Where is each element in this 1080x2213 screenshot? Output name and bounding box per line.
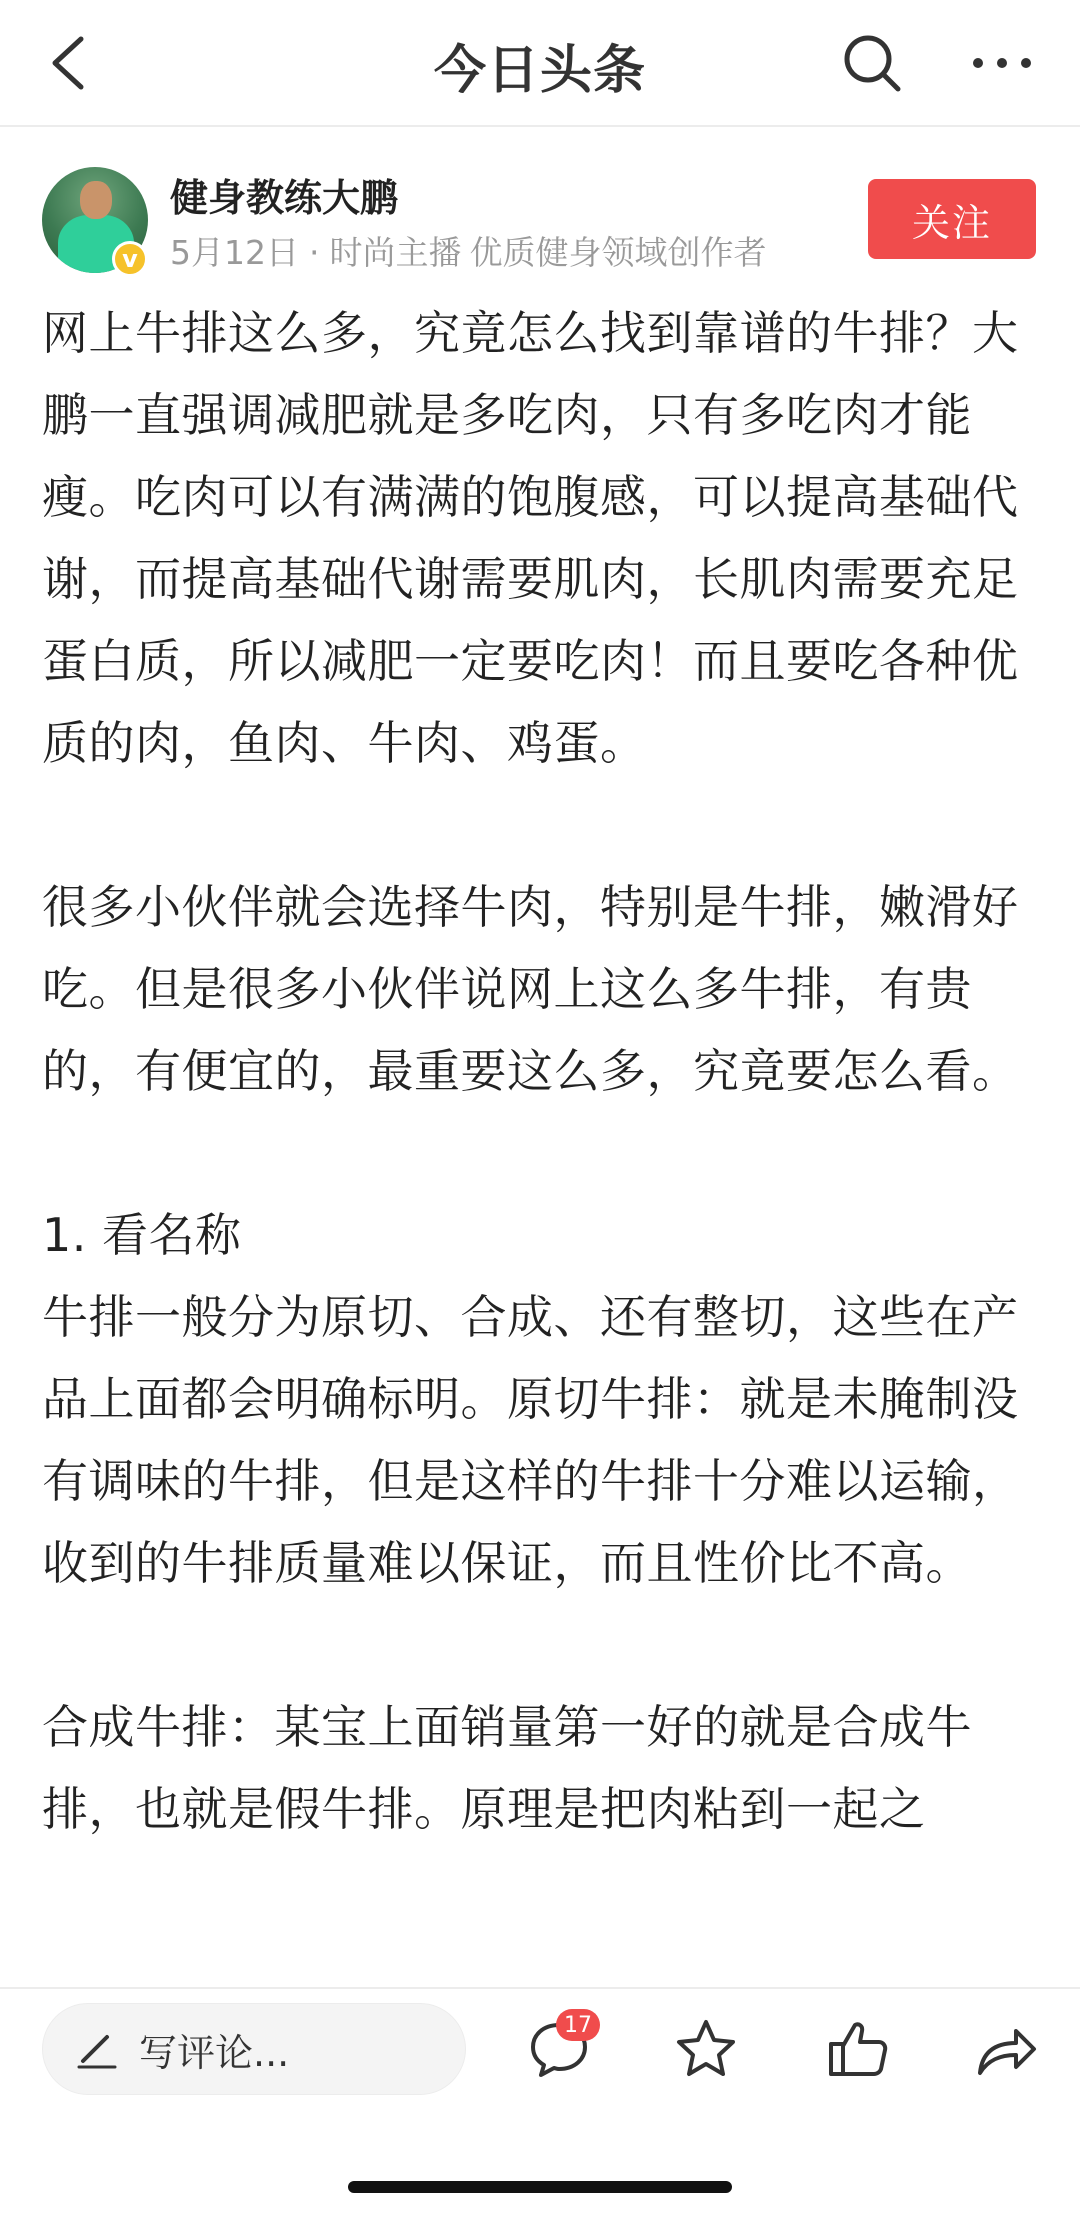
app-title: 今日头条 xyxy=(433,41,646,101)
author-description: 优质健身领域创作者 xyxy=(469,233,767,272)
author-header xyxy=(0,155,1080,285)
meta-separator: · xyxy=(309,233,320,272)
like-button[interactable] xyxy=(818,2009,898,2089)
bottom-action-bar xyxy=(0,1987,1080,2213)
article-paragraph: 合成牛排：某宝上面销量第一好的就是合成牛排，也就是假牛排。原理是把肉粘到一起之 xyxy=(42,1700,972,1836)
paragraph-spacer xyxy=(42,1604,1042,1686)
pen-icon xyxy=(77,2029,117,2069)
comment-count-badge: 17 xyxy=(556,2009,600,2041)
search-button[interactable] xyxy=(835,26,909,100)
search-icon xyxy=(841,32,903,94)
article-paragraph: 牛排一般分为原切、合成、还有整切，这些在产品上面都会明确标明。原切牛排：就是未腌制没有调味的牛排，但是这样的牛排十分难以运输，收到的牛排质量难以保证，而且性价比不高。 xyxy=(42,1290,1019,1590)
more-horizontal-icon xyxy=(970,55,1034,71)
article-paragraph: 很多小伙伴就会选择牛肉，特别是牛排，嫩滑好吃。但是很多小伙伴说网上这么多牛排，有贵的，有便宜的，最重要这么多，究竟要怎么看。 xyxy=(42,880,1019,1098)
comment-input[interactable] xyxy=(42,2003,466,2095)
verified-badge-icon: v xyxy=(112,241,148,277)
thumbs-up-icon xyxy=(826,2017,890,2081)
article-body xyxy=(42,292,1042,1987)
star-icon xyxy=(674,2017,738,2081)
article-section-heading: 1. 看名称 xyxy=(42,1208,242,1262)
home-indicator[interactable] xyxy=(348,2181,732,2193)
share-button[interactable] xyxy=(966,2009,1046,2089)
paragraph-spacer xyxy=(42,1112,1042,1194)
publish-date: 5月12日 xyxy=(170,233,299,272)
author-role: 时尚主播 xyxy=(329,233,462,272)
favorite-button[interactable] xyxy=(666,2009,746,2089)
follow-button[interactable]: 关注 xyxy=(868,179,1036,259)
comment-placeholder: 写评论... xyxy=(139,2030,290,2075)
paragraph-spacer xyxy=(42,784,1042,866)
author-name[interactable]: 健身教练大鹏 xyxy=(170,176,399,220)
avatar-head xyxy=(80,181,112,219)
top-nav-bar xyxy=(0,0,1080,127)
author-meta xyxy=(170,227,767,274)
share-icon xyxy=(974,2017,1038,2081)
article-paragraph: 网上牛排这么多，究竟怎么找到靠谱的牛排？大鹏一直强调减肥就是多吃肉，只有多吃肉才能瘦。吃肉可以有满满的饱腹感，可以提高基础代谢，而提高基础代谢需要肌肉，长肌肉需要充足蛋白质，所以减肥一定要吃肉！而且要吃各种优质的肉，鱼肉、牛肉、鸡蛋。 xyxy=(42,306,1019,770)
more-button[interactable] xyxy=(962,26,1042,100)
